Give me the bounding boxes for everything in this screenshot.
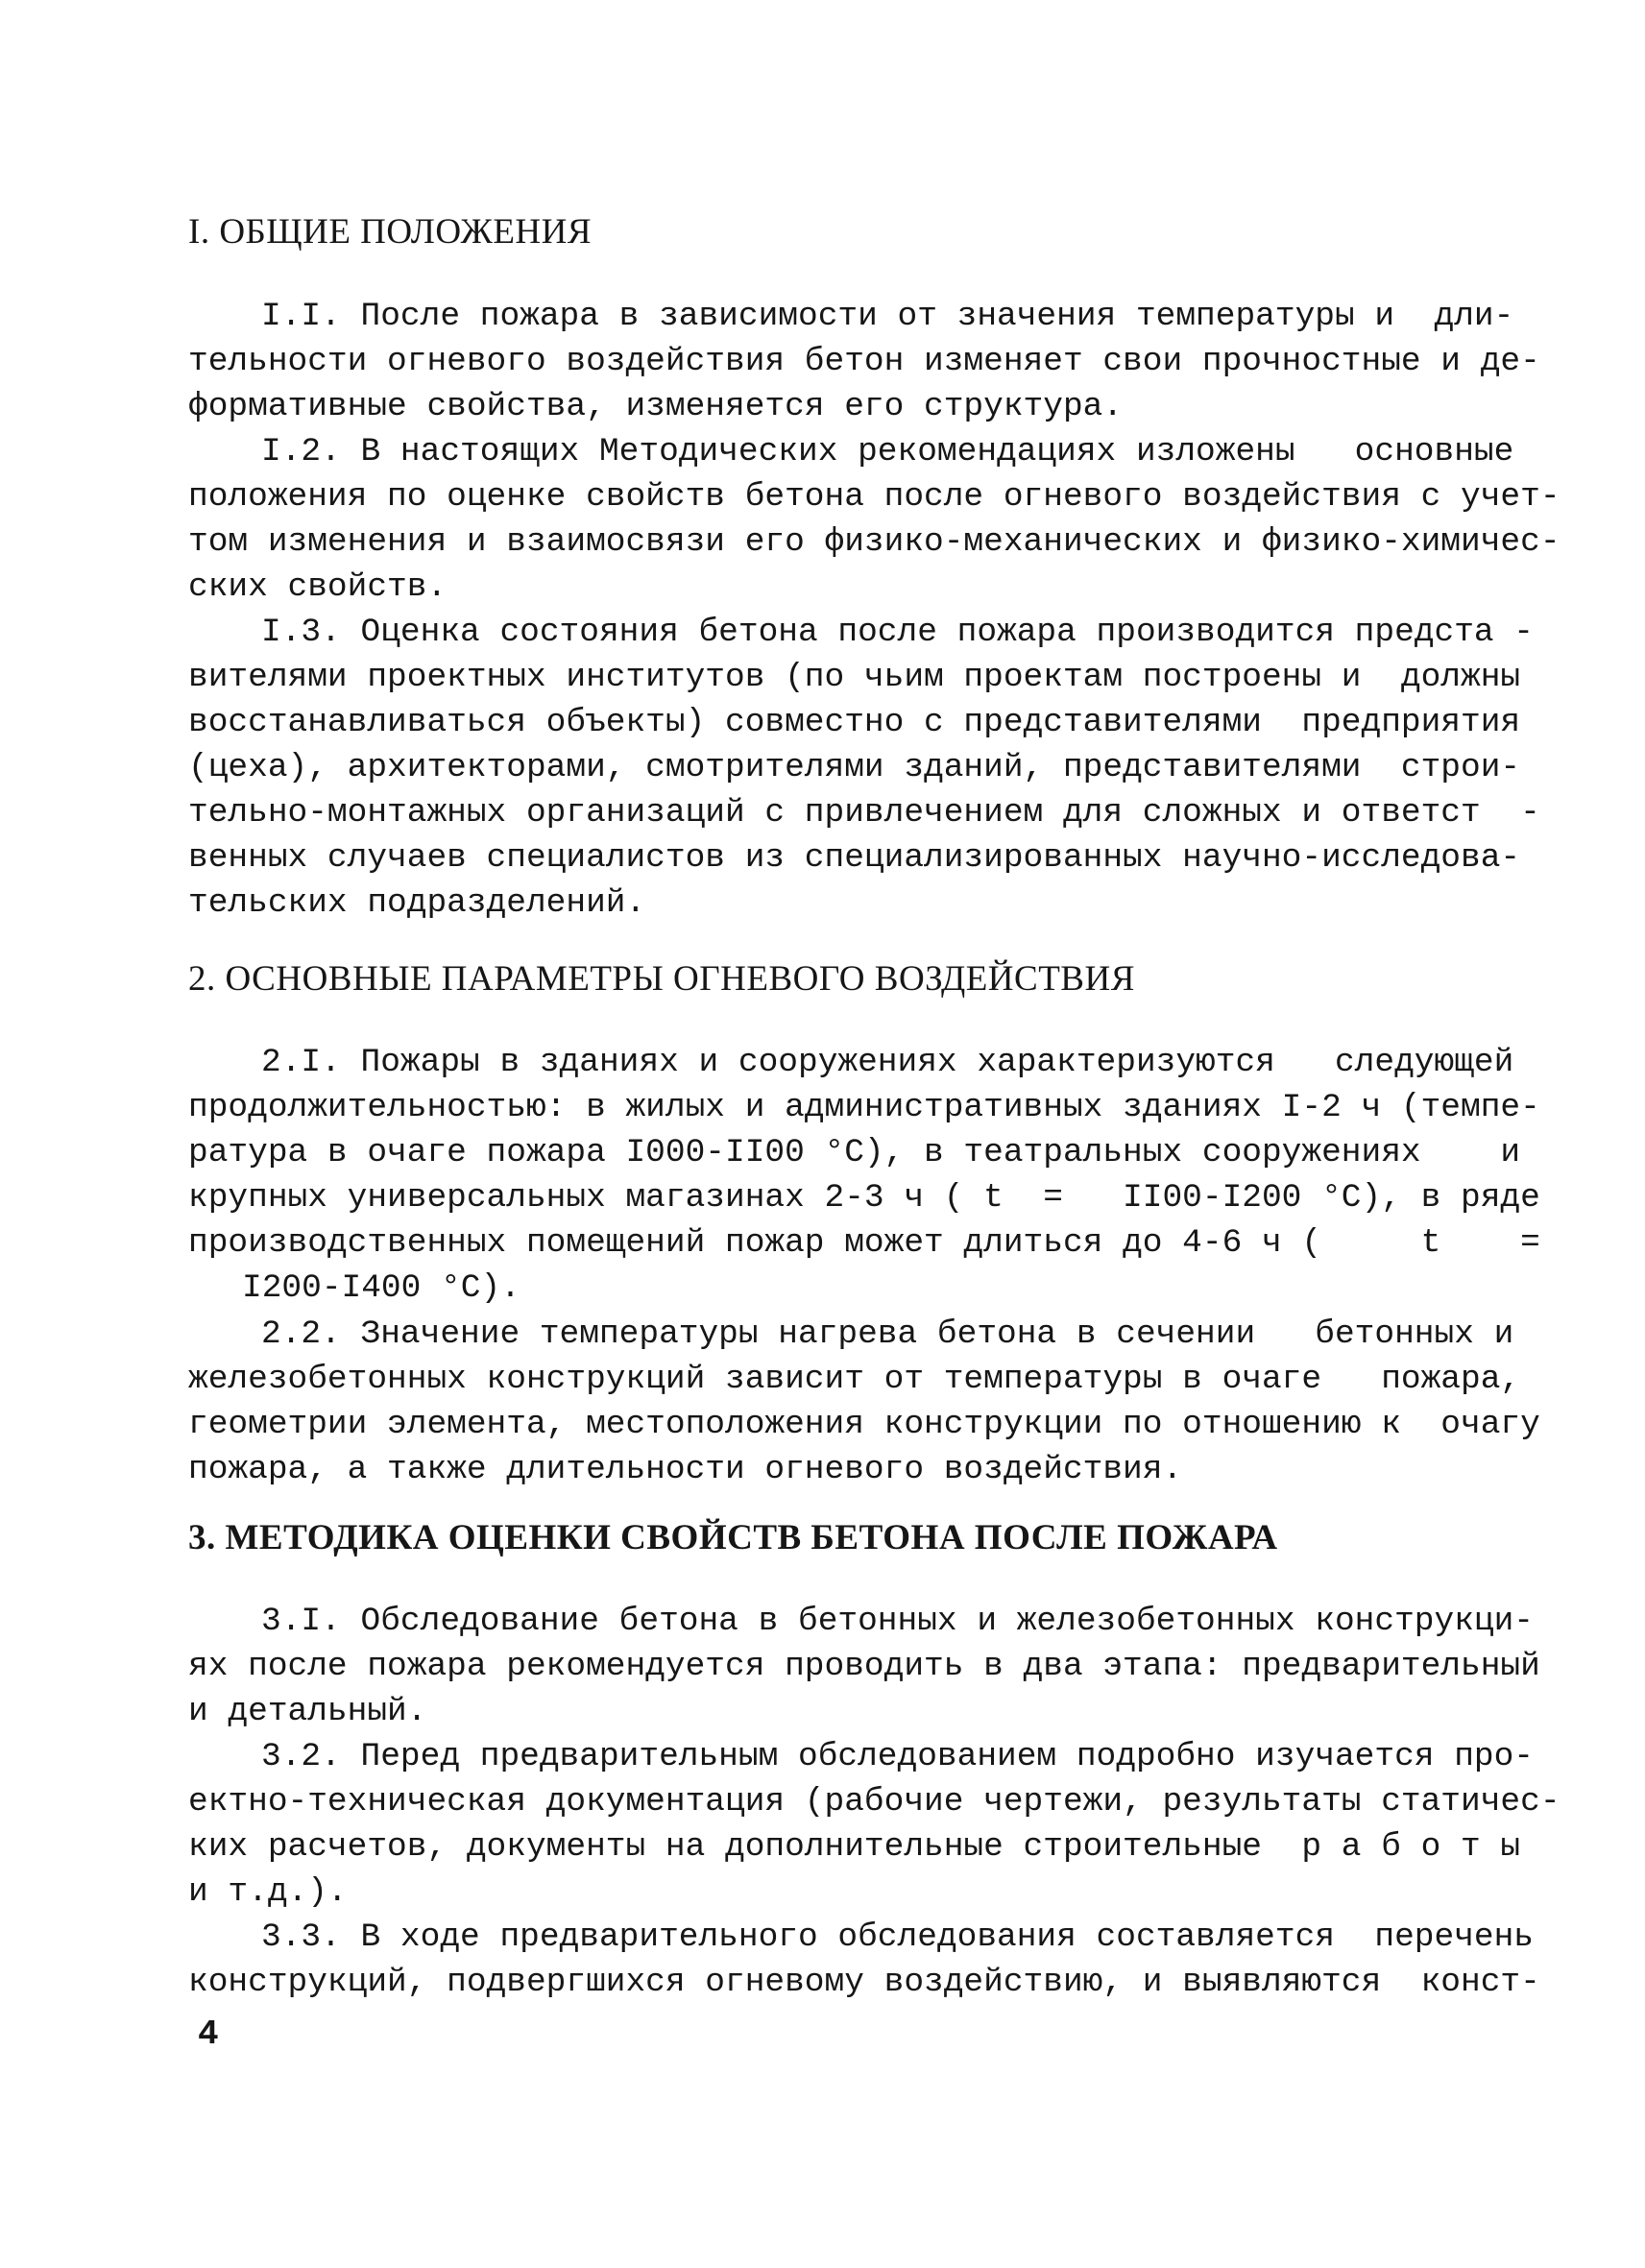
text-line: 3.3. В ходе предварительного обследования составляется перечень <box>261 1918 1535 1956</box>
text-line: тельности огневого воздействия бетон изменяет свои прочностные и де- <box>188 343 1540 380</box>
text-line: вителями проектных институтов (по чьим проектам построены и должны <box>188 659 1521 696</box>
text-line: 3.I. Обследование бетона в бетонных и железобетонных конструкци- <box>261 1603 1535 1640</box>
text-line: том изменения и взаимосвязи его физико-механических и физико-химичес- <box>188 523 1560 561</box>
section-2-heading: 2. ОСНОВНЫЕ ПАРАМЕТРЫ ОГНЕВОГО ВОЗДЕЙСТВИЯ <box>188 959 1135 999</box>
text-line: продолжительностью: в жилых и административных зданиях I-2 ч (темпе- <box>188 1089 1540 1126</box>
text-line: тельских подразделений. <box>188 884 646 922</box>
page-number: 4 <box>198 2015 219 2054</box>
paragraph-1-3 <box>188 610 1540 926</box>
text-line: железобетонных конструкций зависит от температуры в очаге пожара, <box>188 1361 1521 1398</box>
text-line: и т.д.). <box>188 1873 348 1911</box>
text-line: 2.I. Пожары в зданиях и сооружениях характеризуются следующей <box>261 1044 1514 1081</box>
text-line: восстанавливаться объекты) совместно с представителями предприятия <box>188 704 1521 741</box>
paragraph-1-1 <box>188 294 1540 429</box>
text-line: I.I. После пожара в зависимости от значения температуры и дли- <box>261 298 1514 335</box>
paragraph-3-1 <box>188 1599 1540 1734</box>
paragraph-3-3 <box>188 1915 1540 2005</box>
paragraph-3-2 <box>188 1734 1560 1915</box>
text-line: производственных помещений пожар может длиться до 4-6 ч ( t = <box>188 1224 1540 1262</box>
section-1-heading: I. ОБЩИЕ ПОЛОЖЕНИЯ <box>188 212 593 252</box>
text-line: ектно-техническая документация (рабочие чертежи, результаты статичес- <box>188 1783 1560 1821</box>
text-line: венных случаев специалистов из специализированных научно-исследова- <box>188 839 1521 877</box>
text-line: I.2. В настоящих Методических рекомендациях изложены основные <box>261 433 1514 470</box>
section-3-heading: 3. МЕТОДИКА ОЦЕНКИ СВОЙСТВ БЕТОНА ПОСЛЕ ПОЖАРА <box>188 1518 1278 1557</box>
text-line: ратура в очаге пожара I000-II00 °С), в театральных сооружениях и <box>188 1134 1521 1171</box>
text-line: геометрии элемента, местоположения конструкции по отношению к очагу <box>188 1406 1540 1443</box>
text-line: ких расчетов, документы на дополнительные строительные р а б о т ы <box>188 1828 1521 1866</box>
text-line: ях после пожара рекомендуется проводить в два этапа: предварительный <box>188 1648 1540 1685</box>
text-line: 3.2. Перед предварительным обследованием подробно изучается про- <box>261 1738 1535 1775</box>
paragraph-1-2 <box>188 429 1560 610</box>
text-line: (цеха), архитекторами, смотрителями зданий, представителями строи- <box>188 749 1521 786</box>
text-line: I200-I400 °С). <box>242 1269 520 1307</box>
text-line: формативные свойства, изменяется его структура. <box>188 388 1124 425</box>
text-line: пожара, а также длительности огневого воздействия. <box>188 1451 1183 1488</box>
text-line: ских свойств. <box>188 568 448 606</box>
text-line: крупных универсальных магазинах 2-3 ч ( t = II00-I200 °С), в ряде <box>188 1179 1540 1217</box>
text-line: конструкций, подвергшихся огневому воздействию, и выявляются конст- <box>188 1964 1540 2001</box>
text-line: тельно-монтажных организаций с привлечением для сложных и ответст - <box>188 794 1540 832</box>
paragraph-2-2 <box>188 1312 1540 1492</box>
text-line: и детальный. <box>188 1693 427 1730</box>
text-line: положения по оценке свойств бетона после огневого воздействия с учет- <box>188 478 1560 516</box>
paragraph-2-1 <box>188 1040 1540 1311</box>
text-line: 2.2. Значение температуры нагрева бетона в сечении бетонных и <box>261 1315 1514 1353</box>
text-line: I.3. Оценка состояния бетона после пожара производится предста - <box>261 614 1535 651</box>
